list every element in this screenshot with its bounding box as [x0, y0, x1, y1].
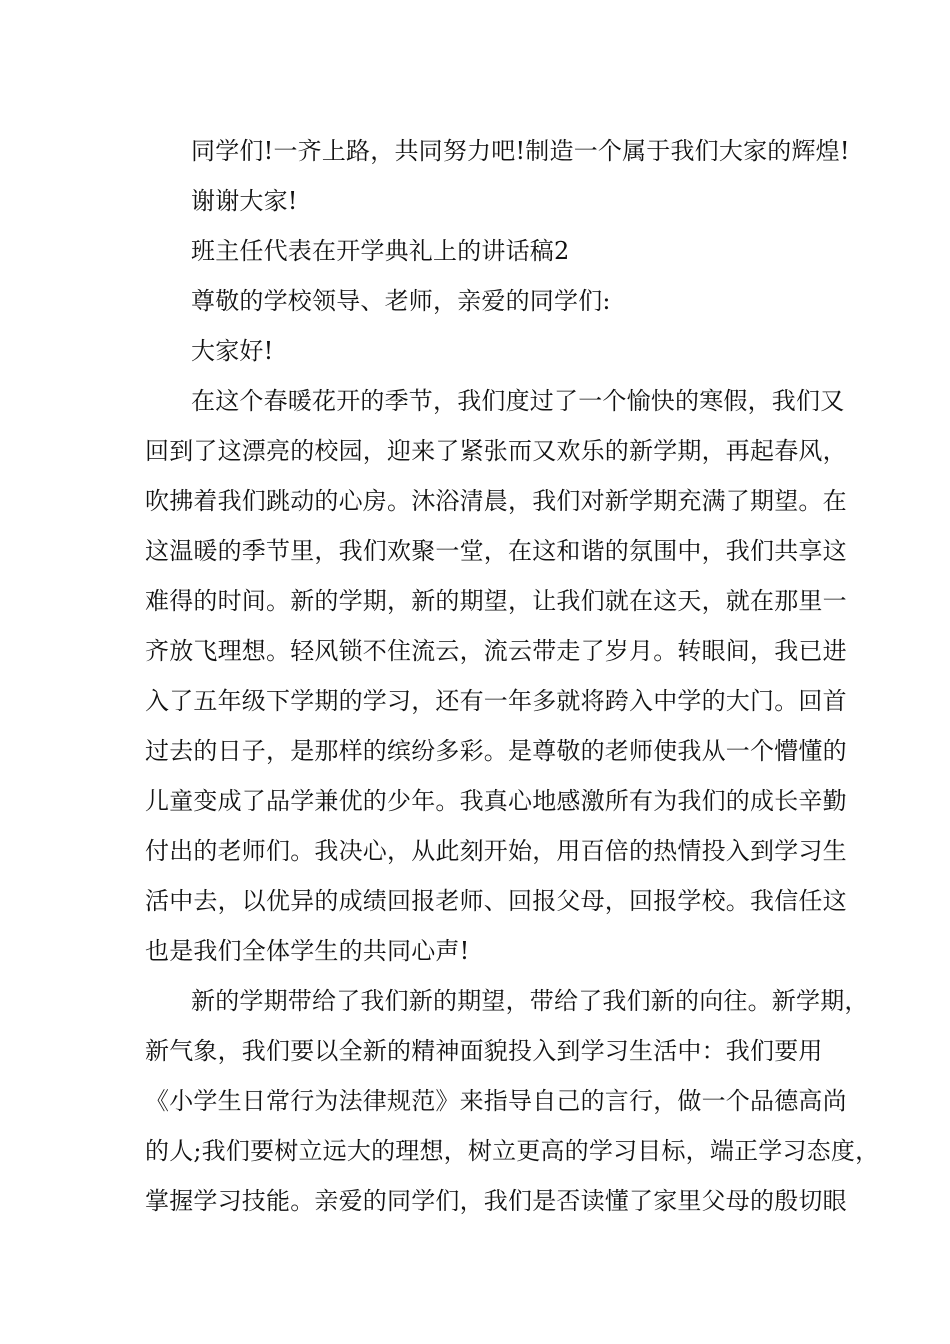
- paragraph-line: 这温暖的季节里，我们欢聚一堂，在这和谐的氛围中，我们共享这: [145, 537, 847, 565]
- paragraph-line: 掌握学习技能。亲爱的同学们，我们是否读懂了家里父母的殷切眼: [145, 1187, 847, 1215]
- paragraph-line: 难得的时间。新的学期，新的期望，让我们就在这天，就在那里一: [145, 587, 847, 615]
- paragraph-line: 也是我们全体学生的共同心声!: [145, 937, 470, 965]
- paragraph-line: 回到了这漂亮的校园，迎来了紧张而又欢乐的新学期，再起春风，: [145, 437, 847, 465]
- paragraph-line: 同学们!一齐上路，共同努力吧!制造一个属于我们大家的辉煌!: [191, 137, 850, 165]
- paragraph-line: 齐放飞理想。轻风锁不住流云，流云带走了岁月。转眼间，我已进: [145, 637, 847, 665]
- paragraph-line: 入了五年级下学期的学习，还有一年多就将跨入中学的大门。回首: [145, 687, 847, 715]
- paragraph-line: 在这个春暖花开的季节，我们度过了一个愉快的寒假，我们又: [191, 387, 845, 415]
- paragraph-line: 吹拂着我们跳动的心房。沐浴清晨，我们对新学期充满了期望。在: [145, 487, 847, 515]
- section-heading: 班主任代表在开学典礼上的讲话稿2: [191, 237, 570, 265]
- paragraph-line: 付出的老师们。我决心，从此刻开始，用百倍的热情投入到学习生: [145, 837, 847, 865]
- paragraph-line: 《小学生日常行为法律规范》来指导自己的言行，做一个品德高尚: [145, 1087, 847, 1115]
- paragraph-line: 过去的日子，是那样的缤纷多彩。是尊敬的老师使我从一个懵懂的: [145, 737, 847, 765]
- paragraph-line: 活中去，以优异的成绩回报老师、回报父母，回报学校。我信任这: [145, 887, 847, 915]
- paragraph-line: 新气象，我们要以全新的精神面貌投入到学习生活中：我们要用: [145, 1037, 823, 1065]
- paragraph-line: 的人;我们要树立远大的理想，树立更高的学习目标，端正学习态度，: [145, 1137, 880, 1165]
- document-body: [145, 126, 880, 1226]
- paragraph-line: 谢谢大家!: [191, 187, 298, 215]
- paragraph-line: 儿童变成了品学兼优的少年。我真心地感激所有为我们的成长辛勤: [145, 787, 847, 815]
- greeting: 大家好!: [191, 337, 274, 365]
- paragraph-line: 新的学期带给了我们新的期望，带给了我们新的向往。新学期，: [191, 987, 869, 1015]
- salutation: 尊敬的学校领导、老师，亲爱的同学们:: [191, 287, 611, 315]
